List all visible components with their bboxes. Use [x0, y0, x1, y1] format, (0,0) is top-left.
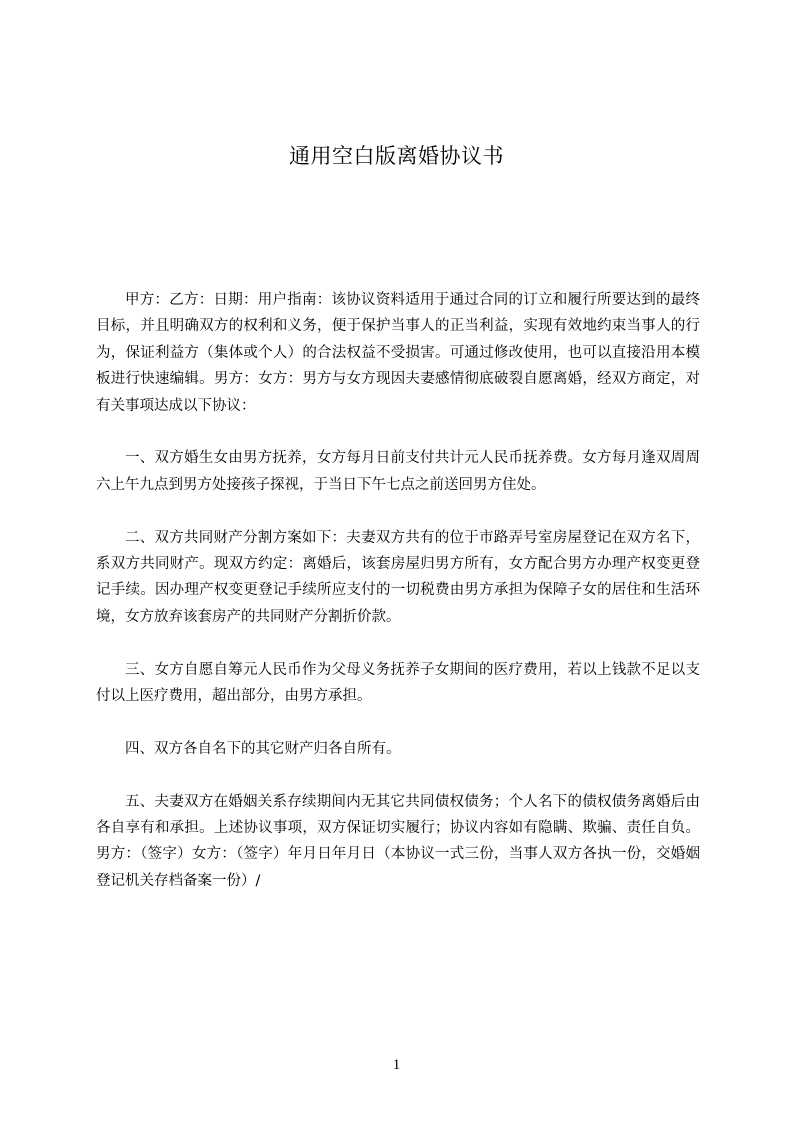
paragraph-preamble: 甲方：乙方：日期：用户指南：该协议资料适用于通过合同的订立和履行所要达到的最终目标，并且明确双方的权利和义务，便于保护当事人的正当利益，实现有效地约束当事人的行为，保证利益方（集体或个人）的合法权益不受损害。可通过修改使用，也可以直接沿用本模板进行快速编辑。男方：女方：男方与女方现因夫妻感情彻底破裂自愿离婚，经双方商定，对有关事项达成以下协议： [96, 292, 700, 414]
page-number: 1 [392, 1057, 401, 1073]
paragraph-medical-expenses: 三、女方自愿自筹元人民币作为父母义务抚养子女期间的医疗费用，若以上钱款不足以支付以上医疗费用，超出部分，由男方承担。 [96, 661, 700, 705]
paragraph-debts-and-signatures: 五、夫妻双方在婚姻关系存续期间内无其它共同债权债务；个人名下的债权债务离婚后由各自享有和承担。上述协议事项，双方保证切实履行；协议内容如有隐瞒、欺骗、责任自负。男方：（签字）女方：（签字）年月日年月日（本协议一式三份，当事人双方各执一份，交婚姻登记机关存档备案一份）/ [96, 793, 700, 889]
paragraph-child-custody: 一、双方婚生女由男方抚养，女方每月日前支付共计元人民币抚养费。女方每月逢双周周六上午九点到男方处接孩子探视，于当日下午七点之前送回男方住处。 [96, 450, 700, 493]
paragraph-property-division: 二、双方共同财产分割方案如下：夫妻双方共有的位于市路弄号室房屋登记在双方名下，系双方共同财产。现双方约定：离婚后，该套房屋归男方所有，女方配合男方办理产权变更登记手续。因办理产权变更登记手续所应支付的一切税费由男方承担为保障子女的居住和生活环境，女方放弃该套房产的共同财产分割折价款。 [96, 529, 700, 625]
document-body [96, 287, 700, 894]
document-title: 通用空白版离婚协议书 [289, 144, 504, 168]
paragraph-separate-property: 四、双方各自名下的其它财产归各自所有。 [125, 740, 401, 757]
